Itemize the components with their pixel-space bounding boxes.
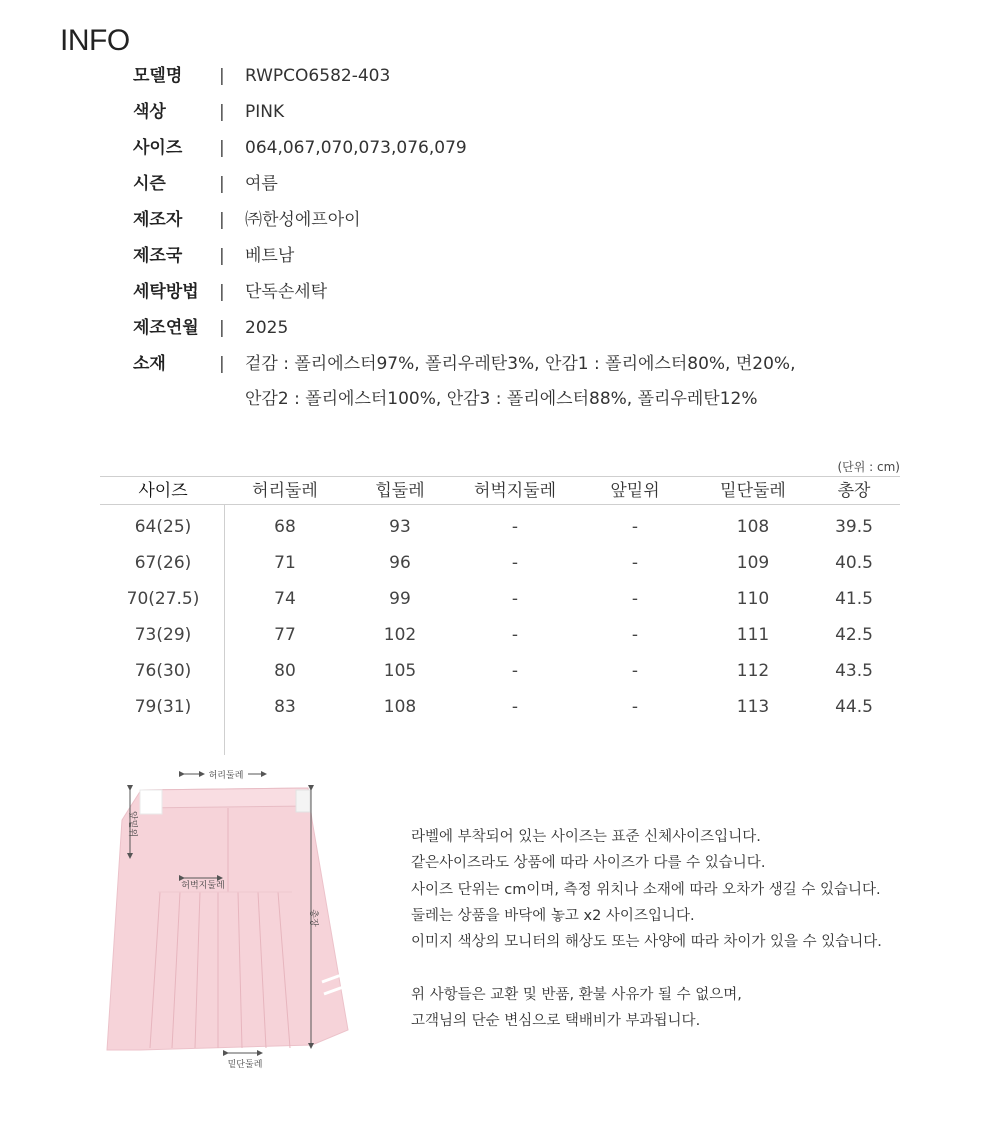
table-cell: 102 bbox=[383, 625, 417, 645]
table-cell: 96 bbox=[389, 553, 411, 573]
table-cell: 99 bbox=[389, 589, 411, 609]
info-value-line2: 안감2 : 폴리에스터100%, 안감3 : 폴리에스터88%, 폴리우레탄12% bbox=[245, 389, 758, 409]
table-cell: - bbox=[631, 517, 639, 537]
info-value: ㈜한성에프아이 bbox=[245, 210, 361, 230]
table-cell: 110 bbox=[736, 589, 770, 609]
info-separator: | bbox=[219, 66, 225, 86]
table-cell: 80 bbox=[274, 661, 296, 681]
table-cell: 113 bbox=[736, 697, 770, 717]
table-column-divider bbox=[224, 505, 225, 755]
table-cell: 111 bbox=[736, 625, 770, 645]
table-cell: 67(26) bbox=[134, 553, 192, 573]
info-separator: | bbox=[219, 318, 225, 338]
table-cell: - bbox=[511, 697, 519, 717]
table-cell: - bbox=[631, 625, 639, 645]
note-line: 고객님의 단순 변심으로 택배비가 부과됩니다. bbox=[411, 1013, 701, 1030]
info-separator: | bbox=[219, 282, 225, 302]
note-line: 위 사항들은 교환 및 반품, 환불 사유가 될 수 없으며, bbox=[411, 986, 742, 1003]
table-cell: - bbox=[631, 553, 639, 573]
table-cell: 112 bbox=[736, 661, 770, 681]
info-value: 여름 bbox=[245, 174, 278, 194]
info-label: 제조연월 bbox=[133, 318, 199, 338]
note-line: 라벨에 부착되어 있는 사이즈는 표준 신체사이즈입니다. bbox=[411, 829, 761, 845]
table-cell: 70(27.5) bbox=[126, 589, 200, 609]
table-cell: 73(29) bbox=[134, 625, 192, 645]
table-cell: - bbox=[511, 589, 519, 609]
hem-label: 밑단둘레 bbox=[227, 1060, 263, 1070]
info-separator: | bbox=[219, 246, 225, 266]
table-header-cell: 허벅지둘레 bbox=[473, 481, 557, 501]
table-cell: 74 bbox=[274, 589, 296, 609]
page-title: INFO bbox=[60, 24, 130, 57]
table-cell: 83 bbox=[274, 697, 296, 717]
table-cell: 108 bbox=[383, 697, 417, 717]
table-cell: 105 bbox=[383, 661, 417, 681]
table-header-cell: 허리둘레 bbox=[252, 481, 318, 501]
table-cell: 64(25) bbox=[134, 517, 192, 537]
note-line: 이미지 색상의 모니터의 해상도 또는 사양에 따라 차이가 있을 수 있습니다. bbox=[411, 934, 882, 951]
table-cell: 68 bbox=[274, 517, 296, 537]
table-cell: 39.5 bbox=[835, 517, 873, 537]
rise-label: 앞밑위 bbox=[127, 810, 137, 838]
info-label: 모델명 bbox=[133, 66, 183, 86]
table-cell: - bbox=[631, 697, 639, 717]
table-cell: 43.5 bbox=[835, 661, 873, 681]
unit-label: (단위 : cm) bbox=[837, 460, 900, 474]
info-value: PINK bbox=[245, 102, 285, 122]
info-separator: | bbox=[219, 102, 225, 122]
info-label: 세탁방법 bbox=[133, 282, 199, 302]
table-cell: 76(30) bbox=[134, 661, 192, 681]
table-cell: 41.5 bbox=[835, 589, 873, 609]
table-cell: - bbox=[511, 553, 519, 573]
info-label: 제조국 bbox=[133, 246, 183, 266]
table-cell: 40.5 bbox=[835, 553, 873, 573]
table-header-cell: 사이즈 bbox=[138, 481, 188, 501]
note-line: 둘레는 상품을 바닥에 놓고 x2 사이즈입니다. bbox=[411, 907, 695, 924]
info-separator: | bbox=[219, 138, 225, 158]
table-header-border bbox=[100, 504, 900, 505]
info-value: 064,067,070,073,076,079 bbox=[245, 138, 467, 158]
table-top-border bbox=[100, 476, 900, 477]
table-cell: 71 bbox=[274, 553, 296, 573]
info-value: 겉감 : 폴리에스터97%, 폴리우레탄3%, 안감1 : 폴리에스터80%, 면20%, bbox=[245, 354, 796, 374]
thigh-label: 허벅지둘레 bbox=[181, 881, 225, 891]
table-cell: 108 bbox=[736, 517, 770, 537]
skirt-illustration bbox=[100, 760, 360, 1080]
info-value: 단독손세탁 bbox=[245, 282, 328, 302]
length-label: 총장 bbox=[308, 909, 318, 927]
table-header-cell: 밑단둘레 bbox=[720, 481, 786, 501]
table-cell: 79(31) bbox=[134, 697, 192, 717]
waist-label: 허리둘레 bbox=[208, 771, 244, 781]
info-label: 사이즈 bbox=[133, 138, 183, 158]
table-header-cell: 힙둘레 bbox=[375, 481, 425, 501]
note-line: 같은사이즈라도 상품에 따라 사이즈가 다를 수 있습니다. bbox=[411, 855, 766, 872]
info-label: 시즌 bbox=[133, 174, 166, 194]
notes-block bbox=[411, 824, 882, 1034]
table-cell: 93 bbox=[389, 517, 411, 537]
table-cell: - bbox=[511, 625, 519, 645]
table-cell: 44.5 bbox=[835, 697, 873, 717]
info-value: RWPCO6582-403 bbox=[245, 66, 391, 86]
table-cell: - bbox=[631, 661, 639, 681]
info-value: 베트남 bbox=[245, 246, 295, 266]
note-line: 사이즈 단위는 cm이며, 측정 위치나 소재에 따라 오차가 생길 수 있습니다. bbox=[411, 881, 881, 898]
info-separator: | bbox=[219, 210, 225, 230]
table-header-cell: 총장 bbox=[837, 481, 871, 501]
table-cell: - bbox=[511, 661, 519, 681]
info-label: 제조자 bbox=[133, 210, 183, 230]
table-cell: - bbox=[511, 517, 519, 537]
info-separator: | bbox=[219, 174, 225, 194]
skirt-diagram bbox=[100, 760, 360, 1080]
info-label: 색상 bbox=[133, 102, 166, 122]
info-label: 소재 bbox=[133, 354, 166, 374]
table-cell: 109 bbox=[736, 553, 770, 573]
table-header-cell: 앞밑위 bbox=[610, 481, 660, 501]
info-value: 2025 bbox=[245, 318, 289, 338]
table-cell: 77 bbox=[274, 625, 296, 645]
table-cell: - bbox=[631, 589, 639, 609]
table-cell: 42.5 bbox=[835, 625, 873, 645]
info-separator: | bbox=[219, 354, 225, 374]
